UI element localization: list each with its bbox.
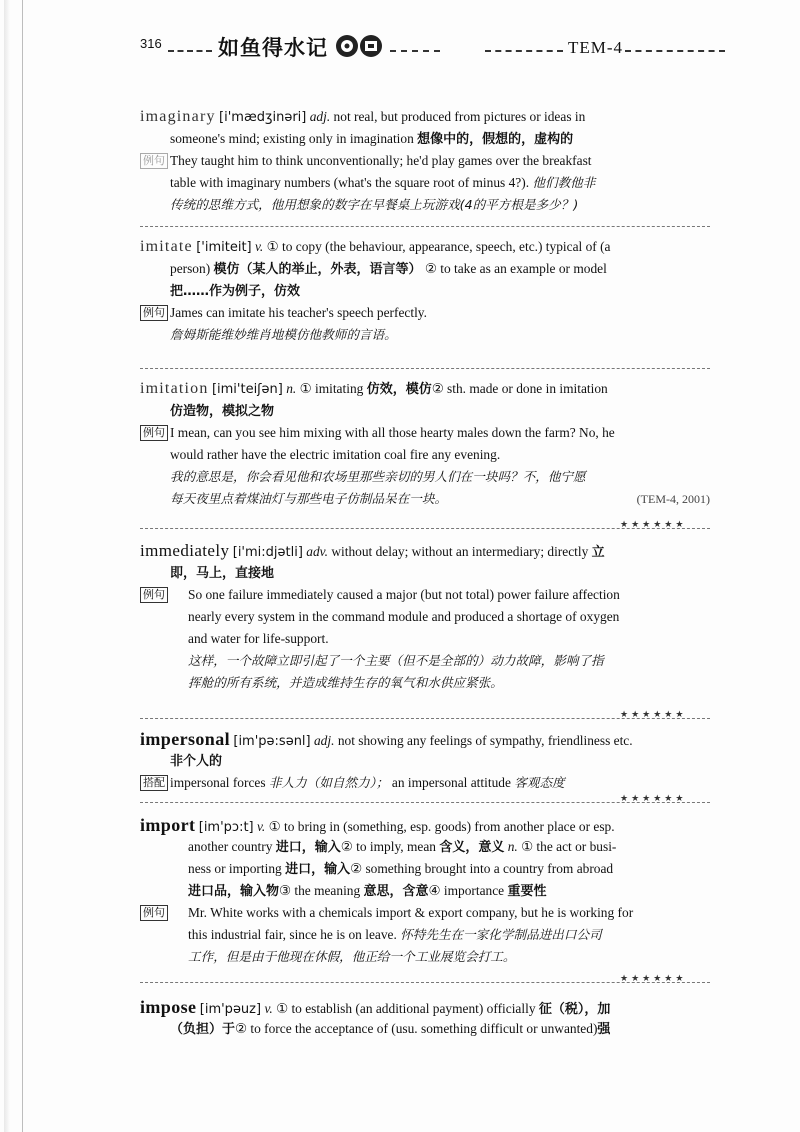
collocation-cn: 客观态度	[514, 775, 565, 790]
example-sentence: James can imitate his teacher's speech perfectly.	[170, 305, 427, 320]
definition: ② to imply, mean	[340, 839, 440, 854]
phonetic: ['imiteit]	[196, 240, 252, 255]
phonetic: [im'pə:sənl]	[233, 734, 311, 749]
collocation-tag: 搭配	[140, 775, 168, 791]
part-of-speech: v.	[256, 819, 266, 834]
divider-stars: ★★★★★★	[620, 794, 687, 804]
definition-cn: 征（税），加	[538, 1002, 611, 1017]
phonetic: [im'pɔ:t]	[198, 820, 254, 835]
definition: ness or importing	[188, 861, 286, 876]
entry-imaginary	[140, 106, 710, 216]
entry-imitation	[140, 378, 710, 510]
definition-cn: 即，马上，直接地	[170, 566, 275, 581]
definition: ① imitating	[299, 381, 367, 396]
definition: ① the act or busi-	[517, 839, 617, 854]
headword: imaginary	[140, 108, 216, 125]
definition: ② to force the acceptance of (usu. something difficult or unwanted)	[235, 1021, 598, 1036]
divider-stars: ★★★★★★	[620, 974, 687, 984]
divider-stars: ★★★★★★	[620, 710, 687, 720]
example-sentence: I mean, can you see him mixing with all those hearty males down the farm? No, he	[170, 425, 615, 440]
divider-stars: ★★★★★★	[620, 520, 687, 530]
example-translation: 挥舱的所有系统，并造成维持生存的氧气和水供应紧张。	[188, 675, 503, 690]
book-title: 如鱼得水记	[218, 36, 328, 60]
example-translation: 每天夜里点着煤油灯与那些电子仿制品呆在一块。	[170, 491, 448, 506]
definition: ② sth. made or done in imitation	[431, 381, 608, 396]
header-dash-mid	[390, 50, 440, 52]
definition-cn: （负担）于	[170, 1022, 236, 1037]
entry-impersonal	[140, 728, 710, 794]
phonetic: [i'mædʒinəri]	[219, 110, 307, 125]
headword: imitate	[140, 238, 193, 255]
definition: ① to establish (an additional payment) officially	[276, 1001, 539, 1016]
example-tag: 例句	[140, 905, 168, 921]
entry-separator	[140, 368, 710, 369]
definition: ② something brought into a country from abroad	[350, 861, 614, 876]
headword: immediately	[140, 541, 230, 560]
definition: ② to take as an example or model	[421, 261, 607, 276]
collocation-cn: 非人力（如自然力）；	[268, 775, 389, 790]
part-of-speech: n.	[504, 839, 518, 854]
phonetic: [im'pəuz]	[199, 1002, 262, 1017]
definition-cn: 仿造物，模拟之物	[170, 404, 275, 419]
definition-cn: 把……作为例子，仿效	[170, 284, 301, 299]
part-of-speech: n.	[286, 381, 297, 396]
entry-import	[140, 814, 710, 968]
definition: ① to copy (the behaviour, appearance, speech, etc.) typical of (a	[266, 239, 611, 254]
collocation: impersonal forces	[170, 775, 269, 790]
page-margin-line	[22, 0, 23, 1132]
part-of-speech: v.	[254, 239, 264, 254]
example-sentence: nearly every system in the command module and produced a shortage of oxygen	[188, 609, 620, 624]
definition-cn: 意思，含意	[363, 884, 429, 899]
part-of-speech: adj.	[313, 733, 335, 748]
example-translation: 怀特先生在一家化学制品进出口公司	[400, 927, 602, 942]
definition-cn: 进口，输入	[285, 862, 351, 877]
exam-label: TEM-4	[568, 38, 624, 57]
definition-cn: 进口，输入	[275, 840, 341, 855]
example-sentence: this industrial fair, since he is on leave.	[188, 927, 401, 942]
example-translation: 我的意思是，你会看见他和农场里那些亲切的男人们在一块吗？不，他宁愿	[170, 469, 586, 484]
entry-immediately	[140, 540, 710, 694]
part-of-speech: adv.	[306, 544, 328, 559]
example-translation: 这样，一个故障立即引起了一个主要（但不是全部的）动力故障，影响了指	[188, 653, 604, 668]
definition-cn: 想像中的，假想的，虚构的	[417, 132, 574, 147]
example-sentence: and water for life-support.	[188, 631, 329, 646]
definition: without delay; without an intermediary; directly	[331, 544, 592, 559]
example-tag: 例句	[140, 587, 168, 603]
entry-imitate	[140, 236, 710, 346]
header-dash-mid2	[485, 50, 563, 52]
entry-separator	[140, 226, 710, 227]
book-logo-icon	[334, 32, 386, 60]
definition: not showing any feelings of sympathy, friendliness etc.	[337, 733, 633, 748]
example-tag: 例句	[140, 305, 168, 321]
example-translation: 詹姆斯能维妙维肖地模仿他教师的言语。	[170, 327, 397, 342]
definition-cn: 重要性	[507, 884, 547, 899]
running-header	[140, 30, 740, 66]
phonetic: [imi'teiʃən]	[211, 382, 283, 397]
header-dash-right	[625, 50, 725, 52]
definition-cn: 模仿（某人的举止，外表，语言等）	[213, 262, 422, 277]
page-number: 316	[140, 36, 162, 51]
headword: impersonal	[140, 729, 231, 749]
definition: not real, but produced from pictures or ideas in	[333, 109, 586, 124]
definition-cn: 强	[597, 1022, 611, 1037]
definition: ④ importance	[428, 883, 508, 898]
example-sentence: So one failure immediately caused a major (but not total) power failure affection	[188, 587, 620, 602]
definition: ③ the meaning	[279, 883, 364, 898]
definition-cn: 进口品，输入物	[188, 884, 280, 899]
header-dash-left	[168, 50, 212, 52]
entry-impose	[140, 996, 710, 1040]
example-translation: 工作，但是由于他现在休假，他正给一个工业展览会打工。	[188, 949, 516, 964]
example-sentence: They taught him to think unconventionally; he'd play games over the breakfast	[170, 153, 592, 168]
example-translation: 他们教他非	[532, 175, 596, 190]
definition: ① to bring in (something, esp. goods) from another place or esp.	[268, 819, 615, 834]
example-tag: 例句	[140, 153, 168, 169]
definition: another country	[188, 839, 276, 854]
source-citation: (TEM-4, 2001)	[636, 492, 710, 506]
headword: impose	[140, 997, 197, 1017]
part-of-speech: adj.	[309, 109, 331, 124]
definition-cn: 含义，意义	[439, 840, 505, 855]
example-sentence: Mr. White works with a chemicals import & export company, but he is working for	[188, 905, 634, 920]
collocation: an impersonal attitude	[388, 775, 515, 790]
definition: person)	[170, 261, 214, 276]
page-edge-shadow	[4, 0, 10, 1132]
definition: someone's mind; existing only in imagination	[170, 131, 418, 146]
definition-cn: 立	[591, 545, 605, 560]
example-sentence: table with imaginary numbers (what's the square root of minus 4?).	[170, 175, 533, 190]
example-translation: 传统的思维方式，他用想象的数字在早餐桌上玩游戏(4的平方根是多少？)	[170, 197, 579, 212]
example-tag: 例句	[140, 425, 168, 441]
headword: imitation	[140, 380, 209, 397]
phonetic: [i'mi:djətli]	[232, 545, 303, 560]
part-of-speech: v.	[264, 1001, 273, 1016]
definition-cn: 仿效，模仿	[366, 382, 432, 397]
definition-cn: 非个人的	[170, 754, 223, 769]
headword: import	[140, 815, 196, 835]
example-sentence: would rather have the electric imitation coal fire any evening.	[170, 447, 501, 462]
